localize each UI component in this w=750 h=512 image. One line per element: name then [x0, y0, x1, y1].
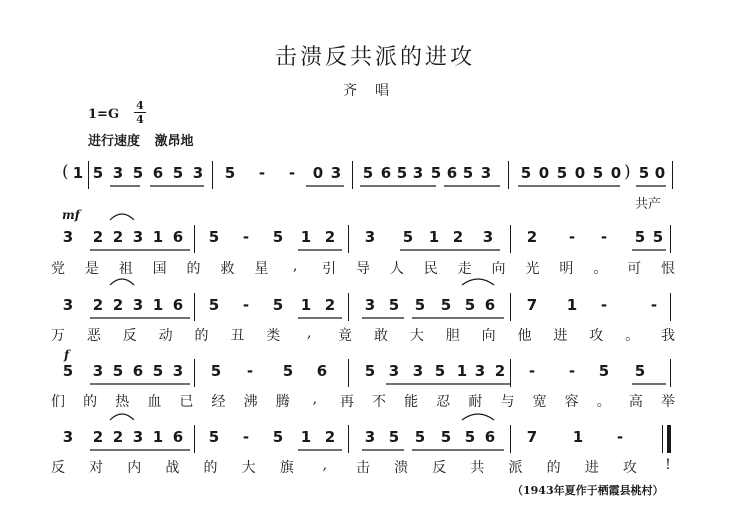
note: 5	[402, 228, 414, 246]
lyric-char: 忍	[436, 394, 451, 410]
note: 5	[364, 362, 376, 380]
repeat-paren-close: )	[624, 162, 631, 182]
lyric-char: 祖	[118, 261, 133, 277]
lyrics-line-3	[0, 325, 750, 345]
lyric-char: 再	[339, 394, 354, 410]
lyric-char: 对	[89, 460, 104, 476]
note: 5	[208, 428, 220, 446]
lyric-char: 进	[584, 460, 599, 476]
barline	[348, 359, 349, 387]
note: 1	[152, 428, 164, 446]
lyric-char: 击	[356, 460, 370, 476]
note: -	[568, 362, 576, 380]
lyric-char: 向	[491, 261, 506, 277]
lyric-char: !	[665, 457, 671, 473]
lyric-char: 大	[409, 328, 424, 344]
lyric-char: ,	[312, 391, 318, 407]
note: 5	[388, 296, 400, 314]
note: 5	[556, 164, 568, 182]
note: 6	[446, 164, 458, 182]
note: 6	[132, 362, 144, 380]
note: 5	[152, 362, 164, 380]
lyric-char: 进	[553, 328, 568, 344]
note: 5	[634, 228, 646, 246]
notes-line-1	[0, 158, 750, 190]
note: 5	[414, 428, 426, 446]
lyric-char: 的	[186, 261, 201, 277]
lyric-char: 敢	[373, 328, 388, 344]
lyric-char: 派	[508, 460, 523, 476]
dynamic-f: f	[64, 348, 70, 362]
lyric-char: 是	[84, 261, 99, 277]
note: 5	[272, 228, 284, 246]
lyric-char: 沸	[243, 394, 258, 410]
lyric-char: 举	[661, 394, 675, 410]
note: 5	[172, 164, 184, 182]
note: 5	[634, 362, 646, 380]
lyric-char: 的	[194, 328, 209, 344]
notes-line-3	[0, 290, 750, 322]
note: 5	[272, 428, 284, 446]
lyric-char: 内	[127, 460, 142, 476]
lyrics-line-2	[0, 258, 750, 278]
lyric-char: 引	[322, 261, 337, 277]
lyric-char: 不	[372, 394, 387, 410]
note: 5	[396, 164, 408, 182]
note: 0	[610, 164, 622, 182]
lyric-char: 动	[158, 328, 173, 344]
lyric-char: 经	[211, 394, 226, 410]
note: 2	[324, 428, 336, 446]
note: 5	[208, 296, 220, 314]
barline	[352, 161, 353, 189]
notes-line-5	[0, 422, 750, 454]
note: 3	[364, 296, 376, 314]
note: 0	[312, 164, 324, 182]
note: 1	[566, 296, 578, 314]
lyric-char: 竟	[338, 328, 353, 344]
note: -	[242, 296, 250, 314]
note: 5	[520, 164, 532, 182]
lyric-char: 共	[470, 460, 485, 476]
note: -	[528, 362, 536, 380]
note: 5	[434, 362, 446, 380]
notes-line-2	[0, 222, 750, 254]
note: 5	[598, 362, 610, 380]
lyric-char: 救	[220, 261, 235, 277]
lyric-char: 向	[481, 328, 496, 344]
lyric-char: 丑	[230, 328, 245, 344]
note: 1	[300, 428, 312, 446]
note: 3	[364, 428, 376, 446]
tempo-marking: 进行速度 激昂地	[88, 134, 194, 149]
note: 3	[62, 296, 74, 314]
barline	[510, 293, 511, 321]
lyric-char: 反	[51, 460, 65, 476]
note: 6	[484, 296, 496, 314]
lyric-char: 星	[254, 261, 269, 277]
lyric-char: 国	[152, 261, 167, 277]
lyrics-line-4	[0, 391, 750, 411]
lyric-char: 光	[525, 261, 540, 277]
note: 5	[224, 164, 236, 182]
barline	[510, 359, 511, 387]
notes-line-4	[0, 356, 750, 388]
note: -	[258, 164, 266, 182]
note: 3	[482, 228, 494, 246]
note: 3	[92, 362, 104, 380]
barline	[670, 293, 671, 321]
barline	[194, 293, 195, 321]
note: 5	[272, 296, 284, 314]
pickup-lyric: 共产	[634, 197, 661, 212]
lyric-char: 与	[500, 394, 515, 410]
note: 2	[112, 228, 124, 246]
lyrics-line-5	[0, 457, 750, 477]
lyric-char: 耐	[468, 394, 483, 410]
note: 1	[152, 296, 164, 314]
note: 5	[282, 362, 294, 380]
lyric-char: 可	[627, 261, 642, 277]
time-signature	[134, 99, 146, 126]
note: 1	[152, 228, 164, 246]
lyric-char: 攻	[622, 460, 637, 476]
note: 3	[480, 164, 492, 182]
note: 3	[364, 228, 376, 246]
note: 5	[132, 164, 144, 182]
note: 2	[92, 228, 104, 246]
note: -	[650, 296, 658, 314]
note: 3	[474, 362, 486, 380]
note: 2	[494, 362, 506, 380]
lyric-char: 们	[51, 394, 65, 410]
note: 3	[388, 362, 400, 380]
note: 3	[62, 428, 74, 446]
lyric-char: ,	[292, 258, 298, 274]
lyric-char: 反	[122, 328, 137, 344]
barline	[88, 161, 89, 189]
note: 2	[526, 228, 538, 246]
note: 5	[210, 362, 222, 380]
slur	[462, 414, 494, 420]
barline	[672, 161, 673, 189]
lyric-char: 我	[661, 328, 675, 344]
barline	[348, 425, 349, 453]
note: 5	[440, 428, 452, 446]
note: 5	[208, 228, 220, 246]
note: 7	[526, 428, 538, 446]
note: 0	[654, 164, 666, 182]
note: 2	[324, 296, 336, 314]
barline	[348, 293, 349, 321]
note: 5	[464, 296, 476, 314]
lyric-char: 他	[517, 328, 532, 344]
note: -	[246, 362, 254, 380]
lyric-char: 的	[83, 394, 98, 410]
lyric-char: 攻	[589, 328, 604, 344]
note: 5	[440, 296, 452, 314]
note: 6	[172, 296, 184, 314]
lyric-char: 大	[241, 460, 256, 476]
note: 0	[538, 164, 550, 182]
lyric-char: 恶	[86, 328, 101, 344]
note: 2	[324, 228, 336, 246]
lyric-char: 已	[179, 394, 194, 410]
note: 2	[112, 428, 124, 446]
note: 0	[574, 164, 586, 182]
barline	[194, 359, 195, 387]
lyric-char: 容	[564, 394, 579, 410]
lyric-char: 恨	[661, 261, 675, 277]
barline	[510, 225, 511, 253]
lyric-char: 。	[625, 328, 640, 344]
lyric-char: 。	[596, 394, 611, 410]
repeat-paren-open: (	[62, 162, 69, 182]
lyric-char: 人	[389, 261, 404, 277]
note: -	[242, 428, 250, 446]
lyric-char: 民	[423, 261, 438, 277]
note: 3	[132, 296, 144, 314]
lyric-char: 类	[266, 328, 281, 344]
lyric-char: 走	[457, 261, 472, 277]
note: 5	[414, 296, 426, 314]
note: -	[600, 296, 608, 314]
barline	[670, 359, 671, 387]
note: 5	[112, 362, 124, 380]
note: 2	[92, 428, 104, 446]
note: -	[288, 164, 296, 182]
note: 3	[172, 362, 184, 380]
slur	[110, 279, 134, 285]
meter-bottom: 4	[134, 112, 146, 126]
note: -	[616, 428, 624, 446]
note: 7	[526, 296, 538, 314]
note: 5	[652, 228, 664, 246]
note: 2	[112, 296, 124, 314]
barline	[670, 225, 671, 253]
lyric-char: 血	[147, 394, 162, 410]
note: 5	[362, 164, 374, 182]
slur	[110, 214, 134, 220]
meter-top: 4	[136, 99, 144, 112]
dynamic-mf: mf	[62, 208, 80, 222]
note: 5	[464, 428, 476, 446]
note: 5	[592, 164, 604, 182]
composition-note: （1943年夏作于栖霞县桃村）	[512, 484, 664, 497]
lyric-char: 能	[404, 394, 419, 410]
note: 5	[638, 164, 650, 182]
note: 2	[452, 228, 464, 246]
key-signature: 1=G	[88, 107, 120, 122]
final-barline-thin	[662, 425, 663, 453]
note: 3	[132, 228, 144, 246]
lyric-char: 的	[203, 460, 218, 476]
note: 3	[412, 362, 424, 380]
slur	[110, 414, 134, 420]
note: 5	[462, 164, 474, 182]
note: 3	[62, 228, 74, 246]
barline	[348, 225, 349, 253]
note: 2	[92, 296, 104, 314]
note: 5	[92, 164, 104, 182]
note: 6	[152, 164, 164, 182]
note: 1	[72, 164, 84, 182]
note: 1	[428, 228, 440, 246]
note: 3	[112, 164, 124, 182]
barline	[212, 161, 213, 189]
note: 6	[316, 362, 328, 380]
final-barline-thick	[667, 425, 671, 453]
barline	[194, 425, 195, 453]
lyric-char: 明	[559, 261, 574, 277]
note: 5	[62, 362, 74, 380]
lyric-char: 战	[165, 460, 180, 476]
lyric-char: 宽	[532, 394, 547, 410]
lyric-char: ,	[306, 325, 312, 341]
note: 1	[572, 428, 584, 446]
slur	[462, 279, 494, 285]
note: -	[242, 228, 250, 246]
lyric-char: 。	[593, 261, 608, 277]
lyric-char: 旗	[279, 460, 294, 476]
lyric-char: 的	[546, 460, 561, 476]
lyric-char: ,	[322, 457, 328, 473]
note: 6	[484, 428, 496, 446]
note: 5	[388, 428, 400, 446]
song-title: 击溃反共派的进攻	[274, 45, 475, 70]
note: 1	[456, 362, 468, 380]
note: -	[568, 228, 576, 246]
note: 3	[330, 164, 342, 182]
note: 6	[172, 428, 184, 446]
note: 6	[172, 228, 184, 246]
note: 1	[300, 228, 312, 246]
note: 3	[412, 164, 424, 182]
lyric-char: 反	[432, 460, 447, 476]
performance-style: 齐唱	[343, 83, 407, 99]
note: 1	[300, 296, 312, 314]
lyric-char: 党	[51, 261, 65, 277]
lyric-char: 导	[356, 261, 370, 277]
lyric-char: 腾	[275, 394, 290, 410]
note: 6	[380, 164, 392, 182]
barline	[194, 225, 195, 253]
lyric-char: 胆	[445, 328, 460, 344]
lyric-char: 热	[115, 394, 130, 410]
lyric-char: 溃	[394, 460, 409, 476]
note: 3	[192, 164, 204, 182]
note: -	[600, 228, 608, 246]
barline	[510, 425, 511, 453]
lyric-char: 高	[628, 394, 643, 410]
barline	[508, 161, 509, 189]
lyric-char: 万	[51, 328, 65, 344]
note: 5	[430, 164, 442, 182]
note: 3	[132, 428, 144, 446]
